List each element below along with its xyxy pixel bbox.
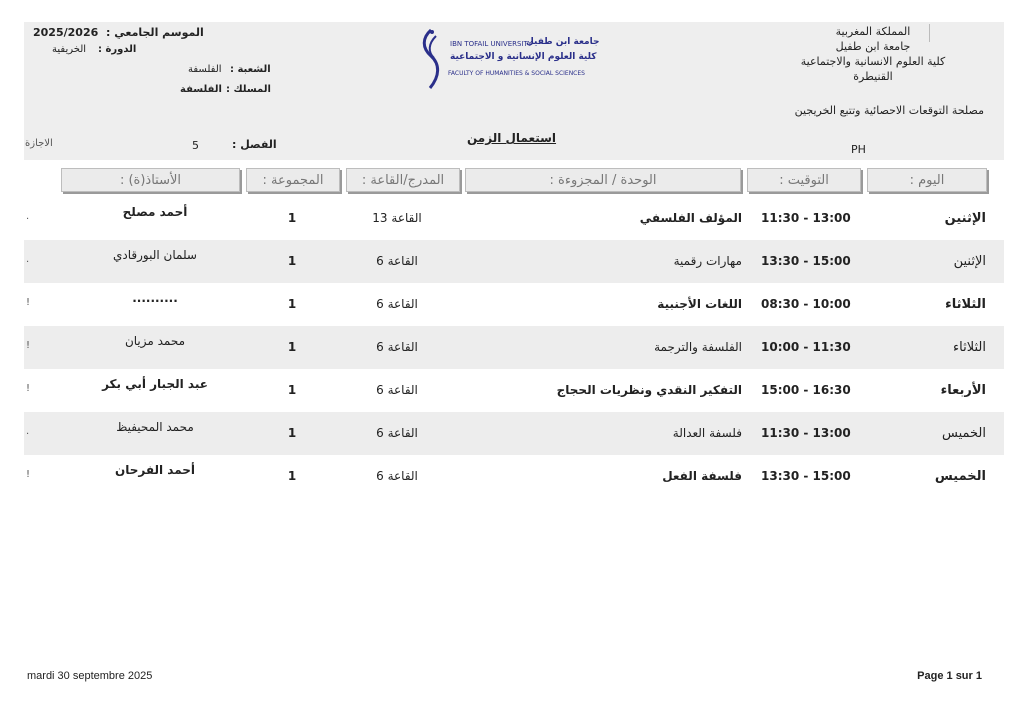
page-number: Page 1 sur 1 <box>917 670 982 682</box>
row-room: القاعة 6 <box>376 254 418 268</box>
table-row <box>24 240 1004 283</box>
row-time: 08:30 - 10:00 <box>761 297 851 311</box>
row-professor: عبد الجبار أبي بكر <box>102 377 208 391</box>
row-module: فلسفة الفعل <box>662 469 742 483</box>
row-module: فلسفة العدالة <box>672 426 742 440</box>
column-header-prof-label: الأستاذ(ة) : <box>119 172 182 188</box>
row-edge-mark: ! <box>26 340 31 351</box>
row-time: 13:30 - 15:00 <box>761 469 851 483</box>
row-day: الإثنين <box>944 211 986 226</box>
row-edge-mark: . <box>26 254 30 265</box>
row-module: مهارات رقمية <box>673 254 742 268</box>
institution-block <box>798 24 948 84</box>
column-header-room-label: المدرج/القاعة : <box>361 172 445 188</box>
institution-line-4: القنيطرة <box>853 70 893 83</box>
logo-ar-line2: كلية العلوم الإنسانية و الاجتماعية <box>450 52 597 62</box>
row-professor: .......... <box>132 291 178 305</box>
row-edge-mark: . <box>26 426 30 437</box>
logo-emblem-icon <box>418 28 444 90</box>
semester-value: 5 <box>192 139 199 152</box>
column-header-module-label: الوحدة / المجزوءة : <box>549 172 657 188</box>
column-header-time <box>747 168 861 192</box>
logo-en-line2: FACULTY OF HUMANITIES & SOCIAL SCIENCES <box>448 70 585 77</box>
table-row <box>24 197 1004 240</box>
branch-label: الشعبة : <box>230 64 271 75</box>
degree-label: الاجازة <box>25 138 53 149</box>
row-room: القاعة 6 <box>376 297 418 311</box>
semester-label: الفصل : <box>232 138 277 151</box>
row-group: 1 <box>287 211 297 225</box>
row-professor: محمد مزيان <box>124 334 186 348</box>
branch-value: الفلسفة <box>188 64 222 75</box>
row-day: الثلاثاء <box>945 297 986 312</box>
service-name: مصلحة التوقعات الاحصائية وتتبع الخريجين <box>794 104 984 117</box>
column-header-group-label: المجموعة : <box>262 172 324 188</box>
row-professor: أحمد مصلح <box>122 205 188 219</box>
row-module: التفكير النقدي ونظريات الحجاج <box>556 383 742 397</box>
table-row <box>24 412 1004 455</box>
row-room: القاعة 6 <box>376 340 418 354</box>
institution-line-2: جامعة ابن طفيل <box>835 40 911 53</box>
track-label: المسلك : <box>226 84 271 95</box>
row-day: الأربعاء <box>940 383 986 398</box>
print-date: mardi 30 septembre 2025 <box>27 670 153 682</box>
row-room: القاعة 13 <box>372 211 422 225</box>
page-title: استعمال الزمن <box>467 131 557 145</box>
column-header-prof <box>61 168 240 192</box>
row-group: 1 <box>287 469 297 483</box>
row-day: الثلاثاء <box>953 340 986 355</box>
row-room: القاعة 6 <box>376 469 418 483</box>
column-header-time-label: التوقيت : <box>779 172 829 188</box>
track-value: الفلسفة <box>180 84 222 95</box>
program-code: PH <box>851 143 866 156</box>
institution-line-3: كلية العلوم الانسانية والاجتماعية <box>800 55 946 68</box>
row-time: 11:30 - 13:00 <box>761 426 851 440</box>
logo-ar-line1: جامعة ابن طفيل <box>526 37 600 47</box>
row-time: 11:30 - 13:00 <box>761 211 851 225</box>
season-value: 2025/2026 <box>33 26 99 39</box>
row-room: القاعة 6 <box>376 426 418 440</box>
row-professor: محمد المحيفيظ <box>116 420 194 434</box>
logo-en-line1: IBN TOFAIL UNIVERSITY <box>450 40 533 48</box>
row-module: المؤلف الفلسفي <box>639 211 742 225</box>
table-row <box>24 455 1004 498</box>
row-room: القاعة 6 <box>376 383 418 397</box>
column-header-group <box>246 168 340 192</box>
row-edge-mark: . <box>26 211 30 222</box>
row-edge-mark: ! <box>26 469 31 480</box>
row-professor: أحمد الفرحان <box>114 463 196 477</box>
row-edge-mark: ! <box>26 383 31 394</box>
row-group: 1 <box>287 426 297 440</box>
row-module: الفلسفة والترجمة <box>654 340 742 354</box>
row-time: 15:00 - 16:30 <box>761 383 851 397</box>
row-group: 1 <box>287 254 297 268</box>
row-group: 1 <box>287 383 297 397</box>
row-time: 13:30 - 15:00 <box>761 254 851 268</box>
table-row <box>24 283 1004 326</box>
row-time: 10:00 - 11:30 <box>761 340 851 354</box>
column-header-day <box>867 168 987 192</box>
row-professor: سلمان البورقادي <box>113 248 197 262</box>
session-value: الخريفية <box>52 44 87 55</box>
row-group: 1 <box>287 297 297 311</box>
university-logo <box>418 26 598 90</box>
row-edge-mark: ! <box>26 297 31 308</box>
season-label: الموسم الجامعي : <box>106 26 204 39</box>
column-header-room <box>346 168 460 192</box>
row-day: الخميس <box>942 426 986 441</box>
column-header-module <box>465 168 741 192</box>
row-module: اللغات الأجنبية <box>657 297 742 311</box>
row-day: الإثنين <box>953 254 986 269</box>
row-group: 1 <box>287 340 297 354</box>
session-label: الدورة : <box>98 44 137 55</box>
header-divider <box>929 24 930 42</box>
table-row <box>24 369 1004 412</box>
row-day: الخميس <box>934 469 986 484</box>
table-row <box>24 326 1004 369</box>
column-header-day-label: اليوم : <box>909 172 945 188</box>
institution-line-1: المملكة المغربية <box>835 25 911 38</box>
